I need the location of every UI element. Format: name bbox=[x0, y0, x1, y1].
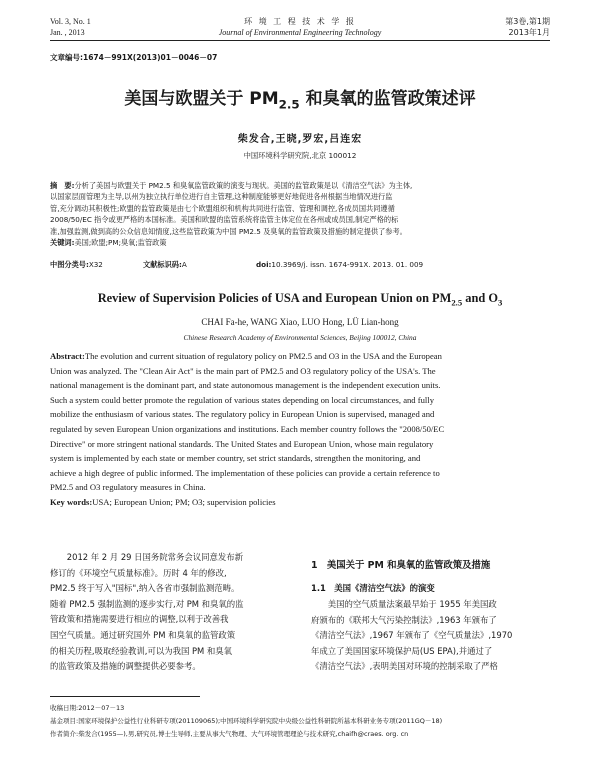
section-line: 美国的空气质量法案最早始于 1955 年美国政 bbox=[327, 599, 497, 609]
abstract-cn-line: 摘 要:分析了美国与欧盟关于 PM2.5 和臭氧监管政策的演变与现状。美国的监管政策是以《清洁空气法》为主体, bbox=[50, 181, 413, 190]
intro-line: 修订的《环境空气质量标准》。历时 4 年的修改, bbox=[50, 567, 227, 578]
abstract-cn-label: 摘 要: bbox=[50, 181, 75, 190]
abstract-cn-line: 管,充分调动其积极性;欧盟的监管政策是由七个欧盟组织和机构共同进行监管、管理和调控,各成员国共同遵循 bbox=[50, 203, 395, 213]
section-1-1-paragraph bbox=[311, 597, 551, 675]
authors-en: CHAI Fa-he, WANG Xiao, LUO Hong, LÜ Lian-hong bbox=[201, 317, 399, 327]
section-line: 年成立了美国国家环境保护局(US EPA),并通过了 bbox=[311, 645, 493, 656]
header-volume: Vol. 3, No. 1 bbox=[50, 17, 91, 26]
abstract-en-label: Abstract: bbox=[50, 351, 85, 361]
keywords-en-label: Key words: bbox=[50, 496, 93, 507]
header-volume-cn: 第3卷,第1期 bbox=[505, 17, 550, 26]
clc-label: 中图分类号: bbox=[50, 260, 89, 269]
doi-value: 10.3969/j. issn. 1674-991X. 2013. 01. 009 bbox=[271, 260, 424, 269]
abstract-en-line: Abstract:The evolution and current situation of regulatory policy on PM2.5 and O3 in the USA and the European bbox=[50, 351, 442, 361]
footnotes bbox=[50, 702, 555, 741]
intro-line: 的监管政策及措施的调整提供必要参考。 bbox=[50, 661, 201, 672]
abstract-cn-line: 以国家层面管理为主导,以州为独立执行单位进行自主管理,这种制度能够更好地促进各州根据当地情况进行监 bbox=[50, 192, 393, 202]
intro-line: 国空气质量。通过研究国外 PM 和臭氧的监管政策 bbox=[50, 629, 236, 640]
footnote-author-bio: 作者简介:柴发合(1955—),男,研究员,博士生导师,主要从事大气物理、大气环境管理理论与技术研究,chaifh@craes. org. cn bbox=[50, 730, 409, 738]
classification-line bbox=[50, 259, 550, 270]
title-en-part-b: and O bbox=[462, 291, 498, 305]
header-date-cn: 2013年1月 bbox=[508, 28, 550, 37]
header-date: Jan. , 2013 bbox=[50, 28, 85, 37]
section-line: 《清洁空气法》,1967 年颁布了《空气质量法》,1970 bbox=[311, 630, 513, 641]
title-en-subscript-2: 3 bbox=[497, 297, 503, 308]
intro-line: 管政策和措施需要进行相应的调整,以利于改善我 bbox=[50, 614, 229, 625]
abstract-en bbox=[50, 349, 550, 510]
keywords-en: Key words:USA; European Union; PM; O3; supervision policies bbox=[50, 496, 276, 507]
journal-title-cn: 环 境 工 程 技 术 学 报 bbox=[244, 17, 356, 26]
keywords-cn-label: 关键词: bbox=[50, 238, 75, 248]
affiliation-en: Chinese Research Academy of Environmental Sciences, Beijing 100012, China bbox=[183, 333, 417, 342]
header-rule bbox=[50, 40, 550, 41]
section-line: 《清洁空气法》,表明美国对环境的控制采取了严格 bbox=[311, 661, 498, 672]
abstract-en-line: regulated by seven European Union organizations and institutions. Each member country follows the "2008/50/EC bbox=[50, 423, 445, 434]
abstract-en-line: mobilize the enthusiasm of various states. The regulatory policy in European Union is supervised, managed and bbox=[50, 409, 435, 420]
abstract-cn bbox=[50, 180, 550, 248]
doc-code-label: 文献标识码: bbox=[143, 260, 182, 269]
section-line: 府颁布的《联邦大气污染控制法》,1963 年颁布了 bbox=[311, 614, 497, 625]
doc-code-value: A bbox=[181, 260, 187, 269]
abstract-en-line: Such a system could better promote the regulation of various states depending on local circumstances, and fully bbox=[50, 394, 434, 405]
intro-paragraph bbox=[50, 550, 288, 675]
authors-cn: 柴发合,王晓,罗宏,吕连宏 bbox=[237, 134, 363, 145]
section-1-1-heading: 1.1 美国《清洁空气法》的演变 bbox=[311, 583, 435, 593]
title-en-subscript: 2.5 bbox=[451, 297, 463, 308]
keywords-cn: 关键词:美国;欧盟;PM;臭氧;监管政策 bbox=[50, 238, 167, 248]
abstract-en-line: achieve a high degree of public informed. The implementation of these policies can provide a certain reference to bbox=[50, 467, 440, 478]
abstract-en-line: national management is the dominant part, and state autonomous management is the independent execution units. bbox=[50, 380, 441, 391]
footnote-received: 收稿日期:2012－07－13 bbox=[50, 704, 125, 712]
title-cn bbox=[0, 88, 600, 110]
section-1-heading: 1 美国关于 PM 和臭氧的监管政策及措施 bbox=[311, 560, 491, 571]
title-en-part-a: Review of Supervision Policies of USA and European Union on PM bbox=[97, 291, 452, 305]
intro-line: 的相关历程,吸取经验教训,可以为我国 PM 和臭氧 bbox=[50, 645, 233, 656]
doi-label: doi: bbox=[256, 260, 272, 269]
title-cn-part-b: 和臭氧的监管政策述评 bbox=[299, 89, 476, 109]
title-en bbox=[0, 291, 600, 306]
journal-title-en: Journal of Environmental Engineering Technology bbox=[218, 28, 382, 37]
abstract-cn-line: 2008/50/EC 指令或更严格的本国标准。美国和欧盟的监管系统将监管主体定位在各州或成员国,制定严格的标 bbox=[50, 215, 399, 225]
intro-line: PM2.5 终于写入"国标",纳入各省市强制监测范畴。 bbox=[50, 583, 240, 594]
intro-line: 随着 PM2.5 强制监测的逐步实行,对 PM 和臭氧的监 bbox=[50, 598, 244, 609]
footnote-funding: 基金项目:国家环境保护公益性行业科研专项(201109065);中国环境科学研究院中央级公益性科研院所基本科研业务专项(2011GQ－18) bbox=[50, 717, 443, 725]
abstract-en-line: Union was analyzed. The "Clean Air Act" is the main part of PM2.5 and O3 regulatory policy of the USA's. The bbox=[50, 365, 436, 376]
abstract-en-line: PM2.5 and O3 regulatory measures in China. bbox=[50, 482, 206, 493]
title-cn-subscript: 2.5 bbox=[278, 97, 300, 112]
footnote-rule bbox=[50, 696, 200, 697]
article-id: 文章编号:1674－991X(2013)01－0046－07 bbox=[50, 53, 218, 62]
abstract-en-line: Directive" or more stringent national standards. The United States and European Union, whose main regulatory bbox=[50, 438, 434, 449]
intro-line: 2012 年 2 月 29 日国务院常务会议同意发布新 bbox=[66, 552, 244, 562]
affiliation-cn: 中国环境科学研究院,北京 100012 bbox=[243, 151, 357, 160]
abstract-en-line: system is implemented by each state or member country, set strict standards, strengthen the monitoring, and bbox=[50, 453, 421, 464]
title-cn-part-a: 美国与欧盟关于 PM bbox=[124, 89, 279, 109]
abstract-cn-line: 准,加强监测,做到高的公众信息知情度,这些监管政策为中国 PM2.5 及臭氧的监管政策及措施的制定提供了参考。 bbox=[50, 226, 407, 236]
clc-value: X32 bbox=[88, 260, 103, 269]
